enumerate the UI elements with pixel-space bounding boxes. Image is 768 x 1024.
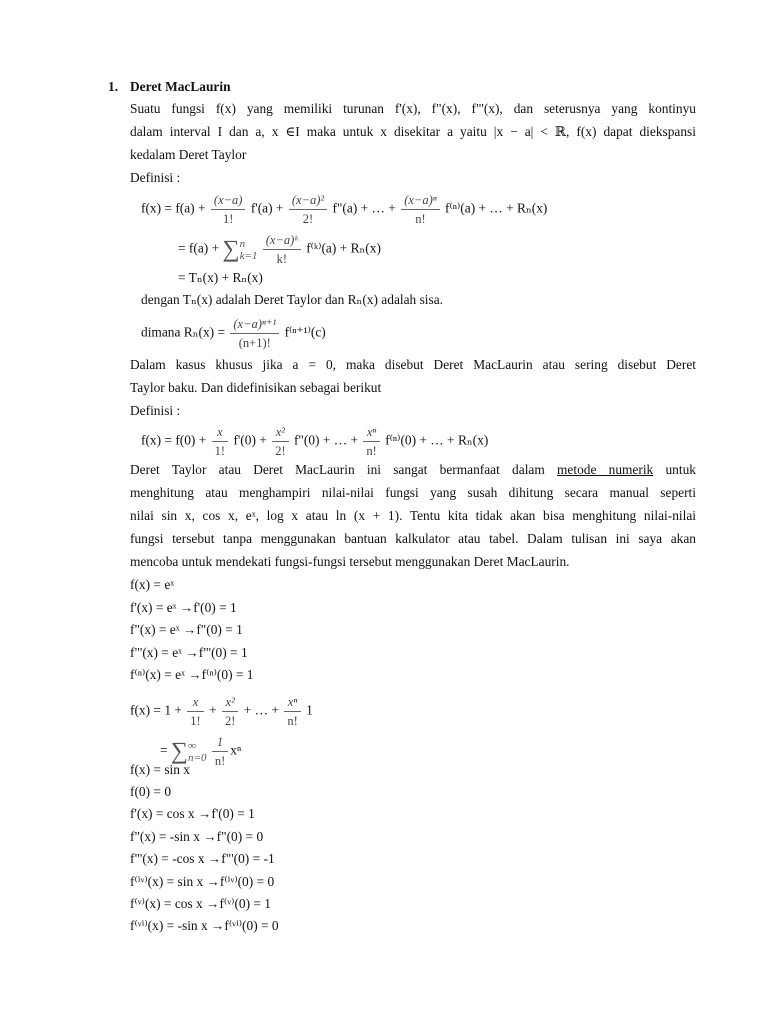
fraction [212, 424, 228, 459]
fraction-denominator: n! [366, 444, 377, 458]
paragraph-text: untuk [665, 462, 696, 477]
formula-text: xⁿ [230, 742, 242, 758]
fraction [289, 192, 327, 227]
fraction-numerator: xⁿ [363, 424, 379, 442]
fraction-denominator: n! [214, 754, 226, 768]
fraction [284, 694, 300, 729]
paragraph-line: Suatu fungsi f(x) yang memiliki turunan f'(x), f"(x), f"'(x), dan seterusnya yang kontinyu [130, 101, 696, 116]
formula-text: 1 [306, 702, 313, 718]
paragraph-line: Taylor baku. Dan didefinisikan sebagai berikut [130, 380, 382, 395]
fraction [263, 232, 301, 267]
formula-text: f⁽ⁿ⁾(a) + … + Rₙ(x) [445, 200, 548, 216]
fraction-denominator: n! [415, 212, 426, 226]
taylor-sum-formula [178, 232, 381, 267]
fraction-numerator: (x−a)ᵏ [263, 232, 301, 250]
sigma-symbol: ∑ [222, 236, 240, 263]
sum-lower-limit: n=0 [188, 751, 207, 764]
fraction-denominator: 1! [222, 212, 234, 226]
equation-line: f'(x) = cos x →f'(0) = 1 [130, 806, 255, 821]
paragraph-line: nilai sin x, cos x, eˣ, log x atau ln (x + 1). Tentu kita tidak akan bisa menghitung nilai-nilai [130, 508, 696, 523]
equation-line: f"'(x) = -cos x →f"'(0) = -1 [130, 851, 275, 866]
formula-text: f'(a) + [250, 200, 284, 216]
fraction-numerator: x² [222, 694, 238, 712]
paragraph-text: Deret Taylor atau Deret MacLaurin ini sangat bermanfaat dalam [130, 462, 545, 477]
paragraph-line: kedalam Deret Taylor [130, 147, 247, 162]
equation-line: f"(x) = -sin x →f"(0) = 0 [130, 829, 264, 844]
formula-text: f⁽ᵏ⁾(a) + Rₙ(x) [306, 240, 381, 256]
paragraph-line: Dalam kasus khusus jika a = 0, maka disebut Deret MacLaurin atau sering disebut Deret [130, 357, 696, 372]
fraction-denominator: k! [276, 252, 288, 266]
equation-line: f⁽ⁿ⁾(x) = eˣ →f⁽ⁿ⁾(0) = 1 [130, 667, 254, 682]
fraction-numerator: (x−a)ⁿ⁺¹ [230, 316, 279, 334]
paragraph-line: fungsi tersebut tanpa menggunakan bantuan kalkulator atau tabel. Dalam tulisan ini saya akan [130, 531, 696, 546]
paragraph-line: menghitung atau menghampiri nilai-nilai fungsi yang susah dihitung secara manual seperti [130, 485, 696, 500]
equation-line: f'(x) = eˣ →f'(0) = 1 [130, 600, 237, 615]
paragraph-line [130, 462, 696, 478]
paragraph-line: dalam interval I dan a, x ∈I maka untuk x disekitar a yaitu |x − a| < ℝ, f(x) dapat diekspansi [130, 124, 696, 139]
fraction-denominator: n! [287, 714, 298, 728]
equation-line: f(0) = 0 [130, 784, 172, 799]
exp-series-formula [130, 694, 313, 729]
fraction-denominator: 2! [224, 714, 236, 728]
fraction-numerator: x [212, 424, 228, 442]
fraction-numerator: (x−a)ⁿ [401, 192, 440, 210]
equation-line: f(x) = sin x [130, 762, 190, 777]
sum-limits [240, 238, 258, 262]
fraction-denominator: (n+1)! [238, 336, 271, 350]
fraction-numerator: xⁿ [284, 694, 300, 712]
metode-numerik-link[interactable]: metode numerik [557, 462, 654, 477]
formula-text: f(x) = f(a) + [141, 200, 206, 216]
paragraph-line: dengan Tₙ(x) adalah Deret Taylor dan Rₙ(x) adalah sisa. [141, 292, 444, 307]
formula-text: f(x) = 1 + [130, 702, 182, 718]
equation-line: f"'(x) = eˣ →f"'(0) = 1 [130, 645, 248, 660]
fraction [272, 424, 288, 459]
fraction-denominator: 1! [190, 714, 201, 728]
taylor-series-formula [141, 192, 547, 227]
fraction-numerator: (x−a) [211, 192, 246, 210]
equation-line: f⁽ᵛⁱ⁾(x) = -sin x →f⁽ᵛⁱ⁾(0) = 0 [130, 918, 279, 933]
formula-text: + [209, 702, 217, 718]
fraction [363, 424, 379, 459]
formula-line: = Tₙ(x) + Rₙ(x) [178, 270, 263, 285]
fraction [211, 192, 246, 227]
fraction-numerator: x [187, 694, 203, 712]
formula-text: + … + [243, 702, 279, 718]
fraction-numerator: 1 [212, 734, 228, 752]
equation-line: f(x) = eˣ [130, 577, 175, 592]
fraction [187, 694, 203, 729]
fraction [230, 316, 279, 351]
sum-lower-limit: k=1 [239, 249, 258, 262]
sigma-symbol: ∑ [170, 738, 189, 765]
fraction [401, 192, 440, 227]
sum-upper-limit: n [239, 237, 246, 250]
formula-text: f"(a) + … + [332, 200, 396, 216]
fraction [212, 734, 228, 769]
formula-text: f"(0) + … + [293, 432, 359, 448]
section-title: Deret MacLaurin [130, 79, 231, 94]
fraction-denominator: 1! [214, 444, 226, 458]
formula-text: = [160, 742, 168, 758]
formula-text: f(x) = f(0) + [141, 432, 207, 448]
formula-text: f⁽ⁿ⁺¹⁾(c) [284, 324, 326, 340]
formula-text: f⁽ⁿ⁾(0) + … + Rₙ(x) [385, 432, 489, 448]
formula-text: f'(0) + [233, 432, 267, 448]
formula-text: = f(a) + [178, 240, 220, 256]
sum-limits [188, 740, 206, 764]
section-number: 1. [108, 79, 119, 94]
definition-label: Definisi : [130, 403, 181, 418]
remainder-formula [141, 316, 326, 351]
fraction-denominator: 2! [275, 444, 286, 458]
formula-text: dimana Rₙ(x) = [141, 324, 225, 340]
fraction [222, 694, 238, 729]
fraction-numerator: (x−a)² [289, 192, 327, 210]
fraction-numerator: x² [272, 424, 288, 442]
definition-label: Definisi : [130, 170, 181, 185]
equation-line: f"(x) = eˣ →f"(0) = 1 [130, 622, 243, 637]
sum-upper-limit: ∞ [188, 739, 196, 752]
equation-line: f⁽ᵛ⁾(x) = cos x →f⁽ᵛ⁾(0) = 1 [130, 896, 271, 911]
paragraph-line: mencoba untuk mendekati fungsi-fungsi tersebut menggunakan Deret MacLaurin. [130, 554, 570, 569]
maclaurin-series-formula [141, 424, 488, 459]
fraction-denominator: 2! [302, 212, 314, 226]
equation-line: f⁽ⁱᵛ⁾(x) = sin x →f⁽ⁱᵛ⁾(0) = 0 [130, 874, 275, 889]
